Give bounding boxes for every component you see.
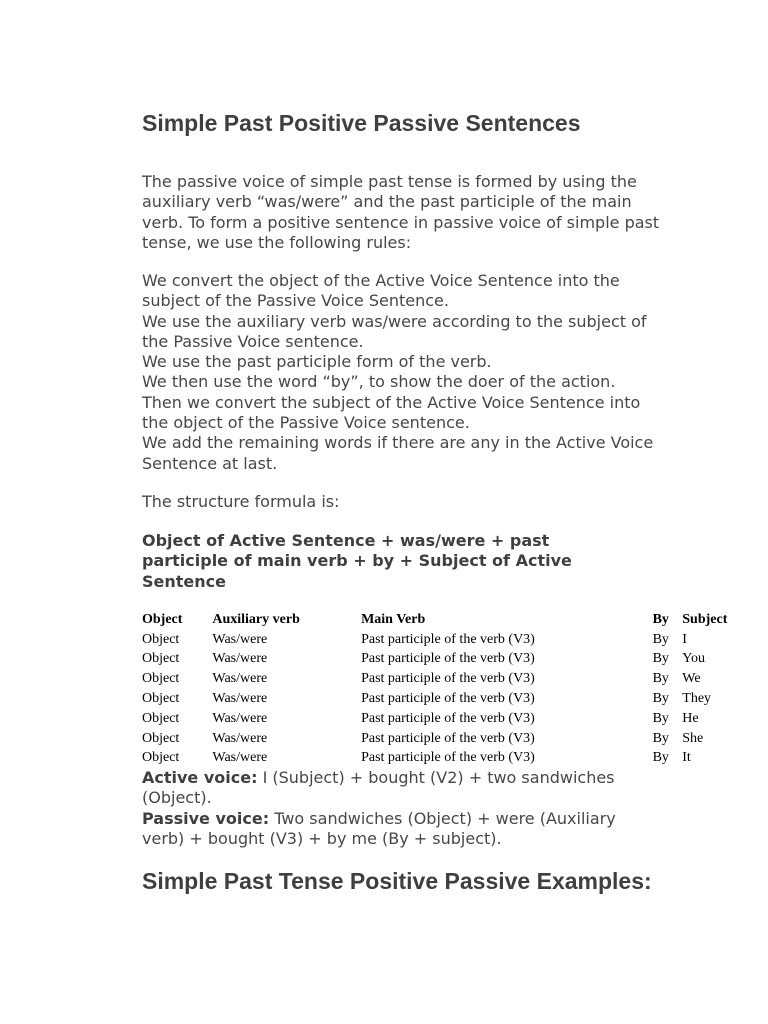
table-cell: Was/were [212, 671, 268, 687]
table-cell: Was/were [212, 631, 268, 647]
table-row [142, 650, 742, 670]
table-cell: By [652, 710, 669, 726]
table-cell: I [682, 631, 687, 647]
table-cell: Object [142, 710, 180, 726]
table-row [142, 749, 742, 769]
table-row [142, 669, 742, 689]
table-row [142, 630, 742, 650]
rule-item: We use the auxiliary verb was/were according to the subject of the Passive Voice sentence. [142, 311, 647, 351]
active-voice-label: Active voice: [142, 768, 258, 787]
rule-item: We then use the word “by”, to show the doer of the action. [142, 372, 616, 392]
passive-voice-label: Passive voice: [142, 809, 270, 828]
table-cell: We [682, 671, 701, 687]
structure-table [142, 610, 742, 768]
table-row [142, 689, 742, 709]
table-cell: Object [142, 671, 180, 687]
table-cell: Object [142, 691, 180, 707]
table-cell: By [652, 631, 669, 647]
column-header: Main Verb [361, 611, 426, 627]
structure-formula: Object of Active Sentence + was/were + past participle of main verb + by + Subject of Active Sentence [142, 531, 572, 591]
table-cell: Object [142, 730, 180, 746]
table-cell: Was/were [212, 710, 268, 726]
column-header: Subject [682, 611, 728, 627]
table-cell: Past participle of the verb (V3) [361, 631, 535, 647]
intro-paragraph: The passive voice of simple past tense is formed by using the auxiliary verb “was/were” and the past participle of the main verb. To form a positive sentence in passive voice of simple past tense, we use the following rules: [142, 172, 660, 252]
structure-intro: The structure formula is: [142, 492, 340, 511]
table-cell: You [682, 651, 705, 667]
rules-list [142, 271, 667, 474]
table-cell: By [652, 750, 669, 766]
table-cell: Past participle of the verb (V3) [361, 710, 535, 726]
table-cell: Was/were [212, 691, 268, 707]
table-cell: She [682, 730, 704, 746]
table-cell: By [652, 730, 669, 746]
table-cell: Object [142, 750, 180, 766]
table-cell: Object [142, 631, 180, 647]
table-cell: Past participle of the verb (V3) [361, 750, 535, 766]
table-cell: By [652, 691, 669, 707]
passive-voice-text: Two sandwiches (Object) + were (Auxiliary verb) + bought (V3) + by me (By + subject). [142, 809, 616, 849]
column-header: Object [142, 611, 183, 627]
rule-item: Then we convert the subject of the Active Voice Sentence into the object of the Passive Voice sentence. [142, 392, 641, 433]
examples-heading: Simple Past Tense Positive Passive Examples: [142, 868, 652, 894]
rule-item: We use the past participle form of the verb. [142, 352, 492, 372]
table-row [142, 709, 742, 729]
page-title: Simple Past Positive Passive Sentences [142, 110, 581, 136]
table-cell: Object [142, 651, 180, 667]
table-cell: By [652, 651, 669, 667]
table-cell: It [682, 750, 691, 766]
table-cell: Past participle of the verb (V3) [361, 671, 535, 687]
passive-voice-example [142, 809, 662, 850]
column-header: Auxiliary verb [212, 611, 300, 627]
rule-item: We convert the object of the Active Voice Sentence into the subject of the Passive Voice Sentence. [142, 271, 620, 311]
table-cell: Past participle of the verb (V3) [361, 730, 535, 746]
rule-item: We add the remaining words if there are any in the Active Voice Sentence at last. [142, 433, 654, 473]
table-cell: They [682, 691, 712, 707]
table-cell: Was/were [212, 651, 268, 667]
active-voice-text: I (Subject) + bought (V2) + two sandwiches (Object). [142, 768, 615, 808]
table-cell: Past participle of the verb (V3) [361, 691, 535, 707]
active-voice-example [142, 768, 662, 809]
table-cell: Was/were [212, 730, 268, 746]
table-cell: By [652, 671, 669, 687]
table-header-row [142, 610, 742, 630]
table-cell: He [682, 710, 699, 726]
table-cell: Past participle of the verb (V3) [361, 651, 535, 667]
table-row [142, 729, 742, 749]
column-header: By [652, 611, 669, 627]
table-cell: Was/were [212, 750, 268, 766]
